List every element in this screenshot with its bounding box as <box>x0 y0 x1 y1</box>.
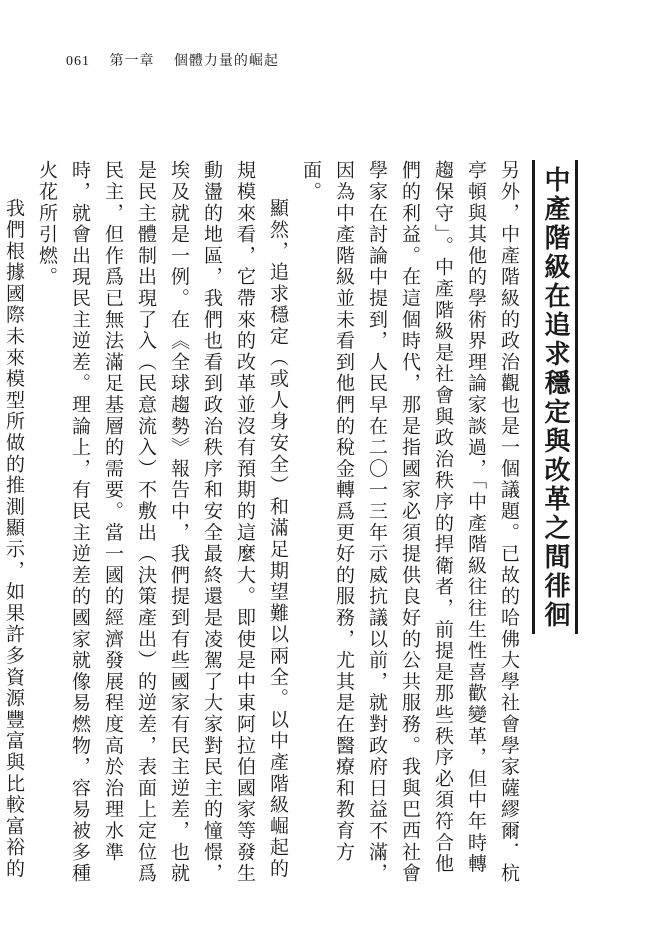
running-header <box>66 50 279 70</box>
page-number: 061 <box>66 54 90 69</box>
section-title: 中產階級在追求穩定與改革之間徘徊 <box>540 166 570 630</box>
section-title-box <box>532 160 578 634</box>
body-text <box>3 160 525 890</box>
paragraph-3: 我們根據國際未來模型所做的推測顯示，如果許多資源豐富與比較富裕的 <box>3 198 25 880</box>
chapter-label: 第一章 <box>109 53 155 69</box>
paragraph-2: 顯然，追求穩定（或人身安全）和滿足期望難以兩全。以中產階級崛起的規模來看，它帶來的改革並沒有預期的這麼大。即使是中東阿拉伯國家等發生動盪的地區，我們也看到政治秩序和安全最終還是凌駕了大家對民主的憧憬，埃及就是一例。在《全球趨勢》報告中，我們提到有些國家有民主逆差，也就是民主體制出現了入（民意流入）不敷出（決策產出）的逆差，表面上定位爲民主，但作爲已無法滿足基層的需要。當一國的經濟發展程度高於治理水準時，就會出現民主逆差。理論上，有民主逆差的國家就像易燃物，容易被多種火花所引燃。 <box>36 160 289 885</box>
paragraph-1: 另外，中產階級的政治觀也是一個議題。已故的哈佛大學社會學家薩繆爾．杭亭頓與其他的學術界理論家談過，「中產階級往往生性喜歡變革，但中年時轉趨保守」。中產階級是社會與政治秩序的捍衛者，前提是那些秩序必須符合他們的利益。在這個時代，那是指國家必須提供良好的公共服務。我與巴西社會學家在討論中提到，人民早在二〇一三年示威抗議以前，就對政府日益不滿，因為中產階級並未看到他們的稅金轉爲更好的服務，尤其是在醫療和教育方面。 <box>300 160 520 885</box>
chapter-title: 個體力量的崛起 <box>173 53 279 69</box>
